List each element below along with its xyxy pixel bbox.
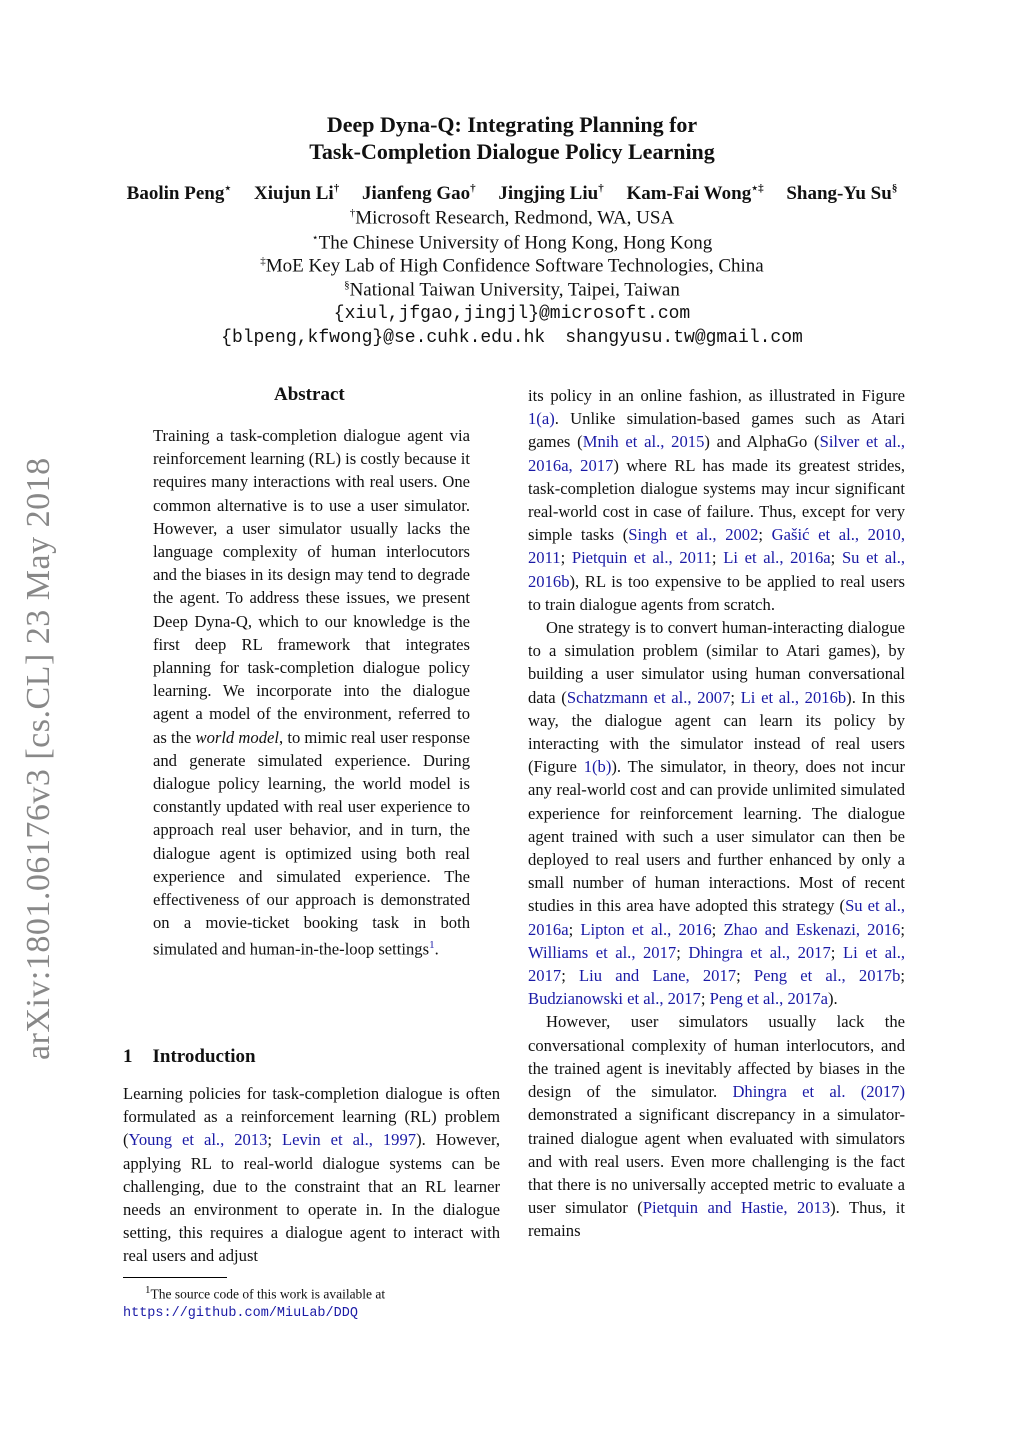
arxiv-identifier: arXiv:1801.06176v3 [cs.CL] 23 May 2018 bbox=[20, 457, 57, 1060]
citation-link[interactable]: Singh et al., 2002 bbox=[628, 525, 759, 545]
email-gmail: shangyusu.tw@gmail.com bbox=[565, 328, 803, 348]
title-line-1: Deep Dyna-Q: Integrating Planning for bbox=[326, 112, 698, 137]
right-column bbox=[528, 384, 905, 1243]
author: Xiujun Li† bbox=[253, 183, 340, 205]
email-line bbox=[0, 328, 1024, 348]
citation-link[interactable]: Su et al., 2016b bbox=[528, 548, 905, 591]
affiliation: ‡MoE Key Lab of High Confidence Software Technologies, China bbox=[260, 255, 764, 277]
author: Jingjing Liu† bbox=[498, 183, 604, 205]
footnote: $^1$The source code of this work is available at https://github.com/MiuLab/DDQ bbox=[123, 1284, 386, 1321]
abstract-text: Training a task-completion dialogue agent via reinforcement learning (RL) is costly because it requires many interactions with real users. One common alternative is to use a user simulator. However, a user simulator usually lacks the language complexity of human interlocutors and the biases in its design may tend to degrade the agent. To address these issues, we present Deep Dyna-Q, which to our knowledge is the first deep RL framework that integrates planning for task-completion dialogue policy learning. We incorporate into the dialogue agent a model of the environment, referred to as the world model, to mimic real user response and generate simulated experience. During dialogue policy learning, the world model is constantly updated with real user experience to approach real user behavior, and in turn, the dialogue agent is optimized using both real experience and simulated experience. The effectiveness of our approach is demonstrated on a movie-ticket booking task in both simulated and human-in-the-loop settings$^1$. bbox=[153, 426, 471, 959]
citation-link[interactable]: Pietquin et al., 2011 bbox=[571, 548, 712, 568]
citation-link[interactable]: Williams et al., 2017 bbox=[528, 942, 677, 962]
paragraph: its policy in an online fashion, as illustrated in Figure 1(a). Unlike simulation-based games such as Atari games (Mnih et al., 2015) and AlphaGo (Silver et al., 2016a, 2017) where RL has made its greatest strides, task-completion dialogue systems may incur significant real-world cost in case of failure. Thus, except for very simple tasks (Singh et al., 2002; Gašić et al., 2010, 2011; Pietquin et al., 2011; Li et al., 2016a; Su et al., 2016b), RL is too expensive to be applied to real users to train dialogue agents from scratch. bbox=[528, 386, 906, 614]
citation-link[interactable]: Young et al., 2013 bbox=[128, 1130, 268, 1150]
citation-link[interactable]: Silver et al., 2016a, 2017 bbox=[528, 432, 906, 475]
paper-title bbox=[0, 111, 1024, 165]
citation-link[interactable]: Li et al., 2017 bbox=[528, 942, 905, 986]
citation-link[interactable]: Schatzmann et al., 2007 bbox=[566, 687, 731, 707]
abstract-emphasis: world model bbox=[195, 727, 279, 747]
citation-link[interactable]: Levin et al., 1997 bbox=[282, 1130, 417, 1150]
affiliation: †Microsoft Research, Redmond, WA, USA bbox=[349, 207, 675, 229]
citation-link[interactable]: Dhingra et al. (2017) bbox=[732, 1082, 905, 1102]
citation-link[interactable]: Lipton et al., 2016 bbox=[580, 919, 712, 939]
citation-link[interactable]: Li et al., 2016a bbox=[723, 548, 831, 568]
footnote-url-link[interactable]: https://github.com/MiuLab/DDQ bbox=[123, 1305, 358, 1321]
citation-link[interactable]: Gašić et al., 2010, 2011 bbox=[528, 525, 905, 568]
citation-link[interactable]: Peng et al., 2017b bbox=[753, 966, 901, 986]
intro-paragraph: Learning policies for task-completion dialogue is often formulated as a reinforcement learning (RL) problem (Young et al., 2013; Levin et al., 1997). However, applying RL to real-world dialogue systems can be challenging, due to the constraint that an RL learner needs an environment to operate in. In the dialogue setting, this requires a dialogue agent to interact with real users and adjust bbox=[123, 1084, 501, 1266]
section-heading: 1 Introduction bbox=[123, 1046, 256, 1067]
citation-link[interactable]: Mnih et al., 2015 bbox=[582, 432, 705, 452]
citation-link[interactable]: Zhao and Eskenazi, 2016 bbox=[723, 919, 901, 939]
figure-ref[interactable]: 1(b) bbox=[583, 757, 612, 777]
citation-link[interactable]: Dhingra et al., 2017 bbox=[688, 942, 831, 962]
email-cuhk: {blpeng,kfwong}@se.cuhk.edu.hk bbox=[221, 328, 546, 348]
title-line-2: Task-Completion Dialogue Policy Learning bbox=[309, 139, 715, 164]
citation-link[interactable]: Su et al., 2016a bbox=[528, 896, 905, 939]
paragraph: However, user simulators usually lack the conversational complexity of human interlocutors, and the trained agent is inevitably affected by biases in the design of the simulator. Dhingra et al. (2017) demonstrated a significant discrepancy in a simulator-trained dialogue agent when evaluated with simulators and with real users. Even more challenging is the fact that there is no universally accepted metric to evaluate a user simulator (Pietquin and Hastie, 2013). Thus, it remains bbox=[528, 1012, 905, 1241]
abstract-heading: Abstract bbox=[274, 384, 345, 405]
citation-link[interactable]: Pietquin and Hastie, 2013 bbox=[642, 1198, 831, 1218]
affiliation: ⋆The Chinese University of Hong Kong, Hong Kong bbox=[311, 232, 713, 254]
email-line: {xiul,jfgao,jingjl}@microsoft.com bbox=[333, 304, 691, 324]
paragraph: One strategy is to convert human-interacting dialogue to a simulation problem (similar to Atari games), by building a user simulator using human conversational data (Schatzmann et al., 2007; Li et al., 2016b). In this way, the dialogue agent can learn its policy by interacting with the simulator instead of real users (Figure 1(b)). The simulator, in theory, does not incur any real-world cost and can provide unlimited simulated experience for reinforcement learning. The dialogue agent trained with such a user simulator can then be deployed to real users and further enhanced by only a small number of human interactions. Most of recent studies in this area have adopted this strategy (Su et al., 2016a; Lipton et al., 2016; Zhao and Eskenazi, 2016; Williams et al., 2017; Dhingra et al., 2017; Li et al., 2017; Liu and Lane, 2017; Peng et al., 2017b; Budzianowski et al., 2017; Peng et al., 2017a). bbox=[528, 618, 906, 1009]
author: Shang-Yu Su§ bbox=[786, 183, 898, 205]
citation-link[interactable]: Peng et al., 2017a bbox=[709, 989, 829, 1009]
intro-column bbox=[123, 1082, 500, 1268]
figure-ref[interactable]: 1(a) bbox=[528, 409, 555, 429]
citation-link[interactable]: Li et al., 2016b bbox=[740, 687, 847, 707]
author-list bbox=[0, 182, 1024, 205]
footnote-rule bbox=[123, 1277, 227, 1278]
author: Kam-Fai Wong⋆‡ bbox=[626, 183, 764, 205]
citation-link[interactable]: Budzianowski et al., 2017 bbox=[528, 989, 701, 1009]
author: Baolin Peng⋆ bbox=[126, 183, 232, 205]
citation-link[interactable]: Liu and Lane, 2017 bbox=[579, 966, 737, 986]
affiliation: §National Taiwan University, Taipei, Taiwan bbox=[344, 279, 680, 301]
abstract-body bbox=[153, 424, 470, 961]
author: Jianfeng Gao† bbox=[361, 183, 476, 205]
footnote-ref[interactable]: 1 bbox=[429, 939, 435, 952]
